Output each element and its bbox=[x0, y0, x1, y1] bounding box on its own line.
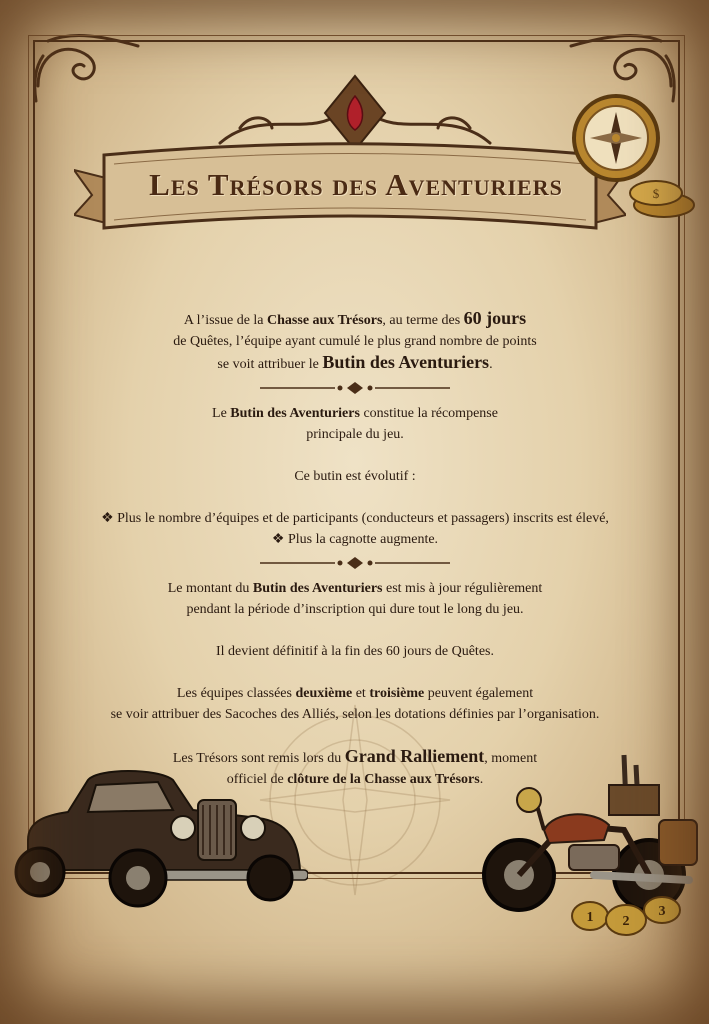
paragraph-ceremony: Les Trésors sont remis lors du Grand Ralliement, moment officiel de clôture de la Chasse aux Trésors. bbox=[172, 746, 538, 787]
divider-ornament bbox=[255, 556, 455, 570]
medal-coins-icon bbox=[568, 888, 688, 938]
paragraph-amount: Le montant du Butin des Aventuriers est mis à jour régulièrement pendant la période d’inscription qui dure tout le long du jeu. bbox=[167, 581, 543, 617]
svg-text:1: 1 bbox=[586, 910, 594, 925]
paragraph-final: Il devient définitif à la fin des 60 jours de Quêtes. bbox=[216, 644, 494, 659]
divider-ornament bbox=[255, 381, 455, 395]
paragraph-evolutive: Ce butin est évolutif : bbox=[294, 469, 416, 484]
diamond-bullet-icon: ❖ bbox=[271, 532, 285, 547]
paragraph-intro: A l’issue de la Chasse aux Trésors, au terme des 60 jours de Quêtes, l’équipe ayant cumulé le plus grand nombre de points se voit attribuer le Butin des Aventuriers. bbox=[173, 308, 537, 372]
paragraph-reward: Le Butin des Aventuriers constitue la récompense principale du jeu. bbox=[212, 406, 498, 442]
coins-icon bbox=[616, 165, 696, 220]
rules-text bbox=[60, 308, 650, 790]
svg-text:2: 2 bbox=[622, 914, 630, 929]
svg-text:$: $ bbox=[652, 186, 660, 201]
bullet-item: ❖ Plus le nombre d’équipes et de participants (conducteurs et passagers) inscrits est élevé, bbox=[101, 511, 609, 526]
page-title: Les Trésors des Aventuriers bbox=[149, 167, 563, 202]
vintage-car-illustration bbox=[8, 760, 308, 910]
svg-text:3: 3 bbox=[658, 904, 666, 919]
diamond-bullet-icon: ❖ bbox=[101, 511, 114, 526]
bullet-item: ❖ Plus la cagnotte augmente. bbox=[271, 532, 439, 547]
paragraph-runners-up: Les équipes classées deuxième et troisième peuvent également se voir attribuer des Sacoches des Alliés, selon les dotations définies par l’organisation. bbox=[110, 686, 600, 722]
